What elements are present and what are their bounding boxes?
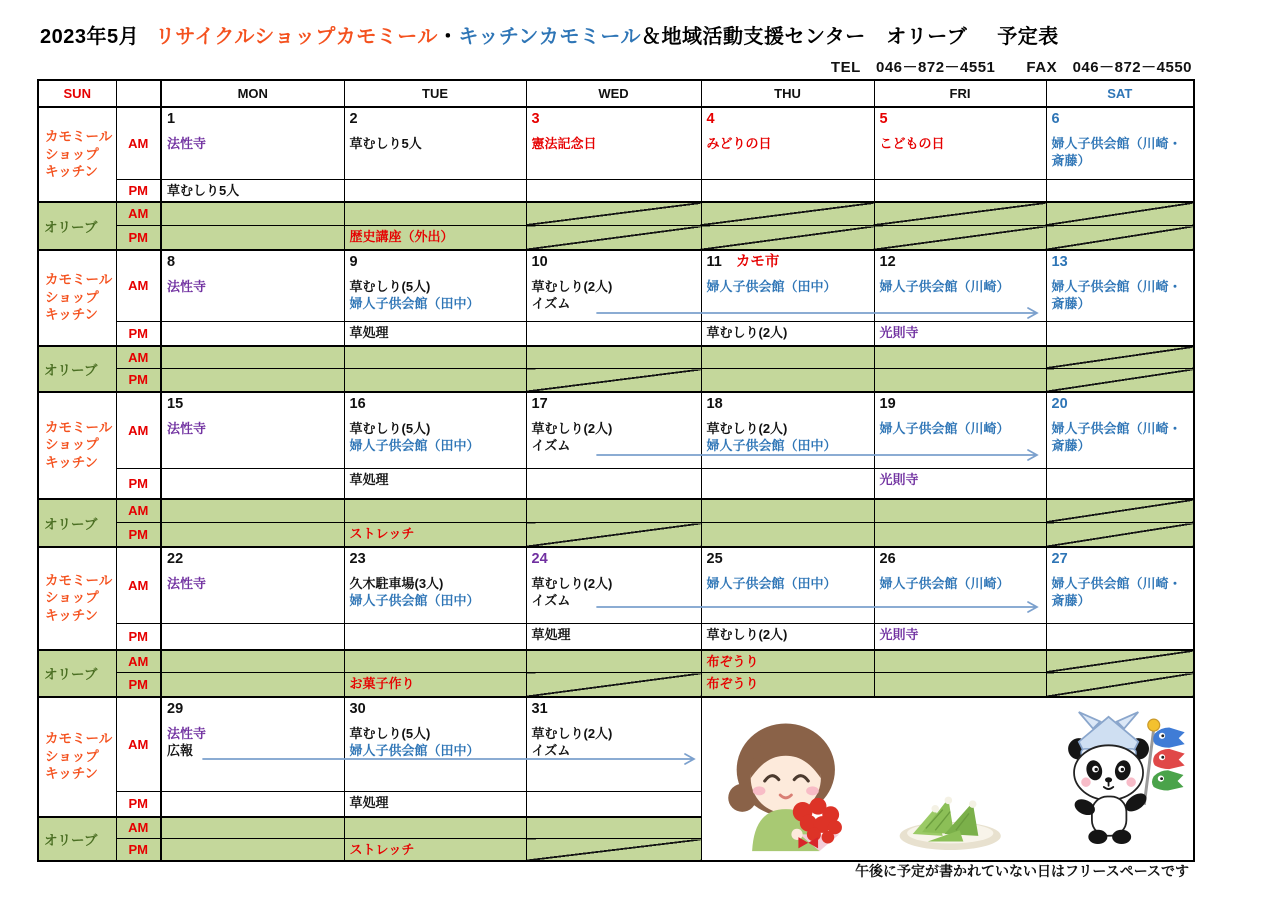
cell-w1-sat-am: 6 婦人子供会館（川崎・斎藤） — [1046, 107, 1194, 179]
header-tue: TUE — [344, 80, 526, 107]
cell-w5-mon-pm — [161, 792, 344, 817]
cell-w4-tue-am: 23 久木駐車場(3人) 婦人子供会館（田中） — [344, 547, 526, 624]
cell-w1-fri-olive-pm — [874, 226, 1046, 250]
cell-w4-fri-pm: 光則寺 — [874, 624, 1046, 650]
contact-info: TEL 046－872－4551 FAX 046－872－4550 — [830, 59, 1192, 76]
cell-w2-sat-olive-pm — [1046, 369, 1194, 392]
cell-w5-wed-am: 31 草むしり(2人) イズム — [526, 697, 701, 792]
ampm-label: AM — [116, 817, 161, 839]
header-thu: THU — [701, 80, 874, 107]
ampm-label: PM — [116, 226, 161, 250]
cell-w4-sat-olive-am — [1046, 650, 1194, 673]
header-mon: MON — [161, 80, 344, 107]
cell-w3-sat-pm — [1046, 469, 1194, 499]
cell-w4-wed-am: 24 草むしり(2人) イズム — [526, 547, 701, 624]
cell-w5-tue-am: 30 草むしり(5人) 婦人子供会館（田中） — [344, 697, 526, 792]
cell-w1-fri-am: 5 こどもの日 — [874, 107, 1046, 179]
cell-w2-fri-olive-pm — [874, 369, 1046, 392]
cell-w3-tue-pm: 草処理 — [344, 469, 526, 499]
cell-w1-thu-pm — [701, 179, 874, 202]
cell-w1-thu-am: 4 みどりの日 — [701, 107, 874, 179]
cell-w2-sat-olive-am — [1046, 346, 1194, 369]
cell-w2-mon-am: 8 法性寺 — [161, 250, 344, 322]
cell-w2-thu-olive-pm — [701, 369, 874, 392]
cell-w5-mon-am: 29 法性寺 広報 — [161, 697, 344, 792]
panda-with-kabuto-and-koinobori-illustration — [1036, 707, 1185, 855]
cell-w1-tue-pm — [344, 179, 526, 202]
cell-w1-tue-am: 2 草むしり5人 — [344, 107, 526, 179]
group-label-chamomile-w1: カモミール ショップ キッチン — [38, 107, 116, 202]
cell-w1-wed-pm — [526, 179, 701, 202]
cell-w2-tue-pm: 草処理 — [344, 322, 526, 346]
cell-w5-wed-olive-am — [526, 817, 701, 839]
header-blank — [116, 80, 161, 107]
ampm-label: PM — [116, 523, 161, 547]
cell-w2-fri-pm: 光則寺 — [874, 322, 1046, 346]
title-separator: ・ — [437, 26, 459, 48]
cell-w3-thu-olive-am — [701, 499, 874, 523]
cell-w2-tue-am: 9 草むしり(5人) 婦人子供会館（田中） — [344, 250, 526, 322]
header-fri: FRI — [874, 80, 1046, 107]
cell-w3-wed-am: 17 草むしり(2人) イズム — [526, 392, 701, 469]
ampm-label: PM — [116, 179, 161, 202]
cell-w5-wed-pm — [526, 792, 701, 817]
kamo-market-note: カモ市 — [735, 253, 780, 270]
cell-w4-tue-olive-am — [344, 650, 526, 673]
ampm-label: PM — [116, 673, 161, 697]
ampm-label: AM — [116, 697, 161, 792]
cell-w4-mon-olive-am — [161, 650, 344, 673]
cell-w4-tue-olive-pm: お菓子作り — [344, 673, 526, 697]
cell-w2-sat-am: 13 婦人子供会館（川崎・斎藤） — [1046, 250, 1194, 322]
cell-w3-fri-olive-pm — [874, 523, 1046, 547]
cell-w4-wed-olive-pm — [526, 673, 701, 697]
cell-w1-mon-olive-pm — [161, 226, 344, 250]
cell-w3-mon-olive-pm — [161, 523, 344, 547]
cell-w2-wed-olive-am — [526, 346, 701, 369]
schedule-table — [37, 79, 1195, 862]
cell-w5-tue-olive-pm: ストレッチ — [344, 839, 526, 862]
group-label-chamomile-w2: カモミール ショップ キッチン — [38, 250, 116, 346]
cell-w3-fri-am: 19 婦人子供会館（川崎） — [874, 392, 1046, 469]
cell-w3-mon-pm — [161, 469, 344, 499]
cell-w1-thu-olive-am — [701, 202, 874, 226]
group-label-chamomile-w5: カモミール ショップ キッチン — [38, 697, 116, 817]
cell-w1-tue-olive-pm: 歴史講座（外出） — [344, 226, 526, 250]
cell-w2-thu-olive-am — [701, 346, 874, 369]
group-label-olive-w2: オリーブ — [38, 346, 116, 392]
cell-w2-wed-olive-pm — [526, 369, 701, 392]
cell-w4-mon-olive-pm — [161, 673, 344, 697]
ampm-label: AM — [116, 202, 161, 226]
cell-w1-mon-am: 1 法性寺 — [161, 107, 344, 179]
cell-w1-fri-pm — [874, 179, 1046, 202]
cell-w2-fri-olive-am — [874, 346, 1046, 369]
footer-note: 午後に予定が書かれていない日はフリースペースです — [854, 863, 1189, 879]
cell-w3-wed-olive-pm — [526, 523, 701, 547]
ampm-label: AM — [116, 346, 161, 369]
cell-w5-mon-olive-am — [161, 817, 344, 839]
cell-w4-wed-olive-am — [526, 650, 701, 673]
ampm-label: AM — [116, 250, 161, 322]
girl-with-carnation-bouquet-illustration — [710, 707, 864, 855]
cell-w3-tue-olive-pm: ストレッチ — [344, 523, 526, 547]
cell-w4-mon-am: 22 法性寺 — [161, 547, 344, 624]
header-sat: SAT — [1046, 80, 1194, 107]
cell-w3-sat-am: 20 婦人子供会館（川崎・斎藤） — [1046, 392, 1194, 469]
cell-w4-thu-olive-pm: 布ぞうり — [701, 673, 874, 697]
ampm-label: AM — [116, 107, 161, 179]
group-label-olive-w5: オリーブ — [38, 817, 116, 862]
cell-w2-fri-am: 12 婦人子供会館（川崎） — [874, 250, 1046, 322]
cell-w3-fri-pm: 光則寺 — [874, 469, 1046, 499]
group-label-olive-w3: オリーブ — [38, 499, 116, 547]
cell-w5-tue-pm: 草処理 — [344, 792, 526, 817]
ampm-label: AM — [116, 650, 161, 673]
cell-w3-thu-olive-pm — [701, 523, 874, 547]
ampm-label: PM — [116, 792, 161, 817]
cell-w4-sat-am: 27 婦人子供会館（川崎・斎藤） — [1046, 547, 1194, 624]
cell-w2-sat-pm — [1046, 322, 1194, 346]
cell-w2-wed-pm — [526, 322, 701, 346]
cell-w1-sat-pm — [1046, 179, 1194, 202]
cell-w4-thu-pm: 草むしり(2人) — [701, 624, 874, 650]
cell-w2-mon-olive-am — [161, 346, 344, 369]
cell-w3-wed-olive-am — [526, 499, 701, 523]
cell-w4-fri-am: 26 婦人子供会館（川崎） — [874, 547, 1046, 624]
cell-w3-tue-olive-am — [344, 499, 526, 523]
group-label-chamomile-w4: カモミール ショップ キッチン — [38, 547, 116, 650]
cell-w2-mon-pm — [161, 322, 344, 346]
cell-w1-wed-olive-am — [526, 202, 701, 226]
cell-w4-fri-olive-pm — [874, 673, 1046, 697]
schedule-sheet — [37, 79, 1195, 862]
ampm-label: AM — [116, 392, 161, 469]
title-month: 2023年5月 — [40, 26, 140, 48]
cell-w1-mon-olive-am — [161, 202, 344, 226]
ampm-label: PM — [116, 322, 161, 346]
cell-w4-thu-am: 25 婦人子供会館（田中） — [701, 547, 874, 624]
chimaki-sweets-plate-illustration — [894, 785, 1006, 855]
cell-w3-sat-olive-pm — [1046, 523, 1194, 547]
header-sun: SUN — [38, 80, 116, 107]
cell-w2-wed-am: 10 草むしり(2人) イズム — [526, 250, 701, 322]
group-label-olive-w4: オリーブ — [38, 650, 116, 697]
illustration-cell — [701, 697, 1194, 862]
group-label-chamomile-w3: カモミール ショップ キッチン — [38, 392, 116, 499]
cell-w4-wed-pm: 草処理 — [526, 624, 701, 650]
cell-w1-tue-olive-am — [344, 202, 526, 226]
cell-w1-wed-olive-pm — [526, 226, 701, 250]
cell-w3-thu-pm — [701, 469, 874, 499]
cell-w2-thu-pm: 草むしり(2人) — [701, 322, 874, 346]
cell-w5-mon-olive-pm — [161, 839, 344, 862]
cell-w4-fri-olive-am — [874, 650, 1046, 673]
ampm-label: PM — [116, 369, 161, 392]
cell-w3-sat-olive-am — [1046, 499, 1194, 523]
cell-w2-mon-olive-pm — [161, 369, 344, 392]
cell-w4-mon-pm — [161, 624, 344, 650]
title-shop2: キッチンカモミール — [458, 26, 642, 48]
cell-w5-wed-olive-pm — [526, 839, 701, 862]
cell-w2-tue-olive-am — [344, 346, 526, 369]
ampm-label: PM — [116, 839, 161, 862]
cell-w4-sat-olive-pm — [1046, 673, 1194, 697]
cell-w4-sat-pm — [1046, 624, 1194, 650]
cell-w3-thu-am: 18 草むしり(2人) 婦人子供会館（田中） — [701, 392, 874, 469]
cell-w4-thu-olive-am: 布ぞうり — [701, 650, 874, 673]
cell-w3-fri-olive-am — [874, 499, 1046, 523]
cell-w2-tue-olive-pm — [344, 369, 526, 392]
title-doc-type: 予定表 — [997, 26, 1059, 48]
cell-w1-mon-pm: 草むしり5人 — [161, 179, 344, 202]
cell-w3-mon-olive-am — [161, 499, 344, 523]
ampm-label: AM — [116, 547, 161, 624]
cell-w1-wed-am: 3 憲法記念日 — [526, 107, 701, 179]
title-shop1: リサイクルショップカモミール — [155, 26, 438, 48]
page-title — [40, 20, 1059, 49]
cell-w1-thu-olive-pm — [701, 226, 874, 250]
cell-w1-sat-olive-pm — [1046, 226, 1194, 250]
cell-w3-tue-am: 16 草むしり(5人) 婦人子供会館（田中） — [344, 392, 526, 469]
ampm-label: AM — [116, 499, 161, 523]
group-label-olive-w1: オリーブ — [38, 202, 116, 250]
cell-w3-mon-am: 15 法性寺 — [161, 392, 344, 469]
cell-w1-fri-olive-am — [874, 202, 1046, 226]
cell-w1-sat-olive-am — [1046, 202, 1194, 226]
illustrations — [702, 705, 1194, 860]
cell-w3-wed-pm — [526, 469, 701, 499]
cell-w5-tue-olive-am — [344, 817, 526, 839]
title-rest: ＆地域活動支援センター オリーブ — [641, 26, 968, 48]
cell-w4-tue-pm — [344, 624, 526, 650]
header-wed: WED — [526, 80, 701, 107]
cell-w2-thu-am: 11 カモ市 婦人子供会館（田中） — [701, 250, 874, 322]
ampm-label: PM — [116, 469, 161, 499]
ampm-label: PM — [116, 624, 161, 650]
